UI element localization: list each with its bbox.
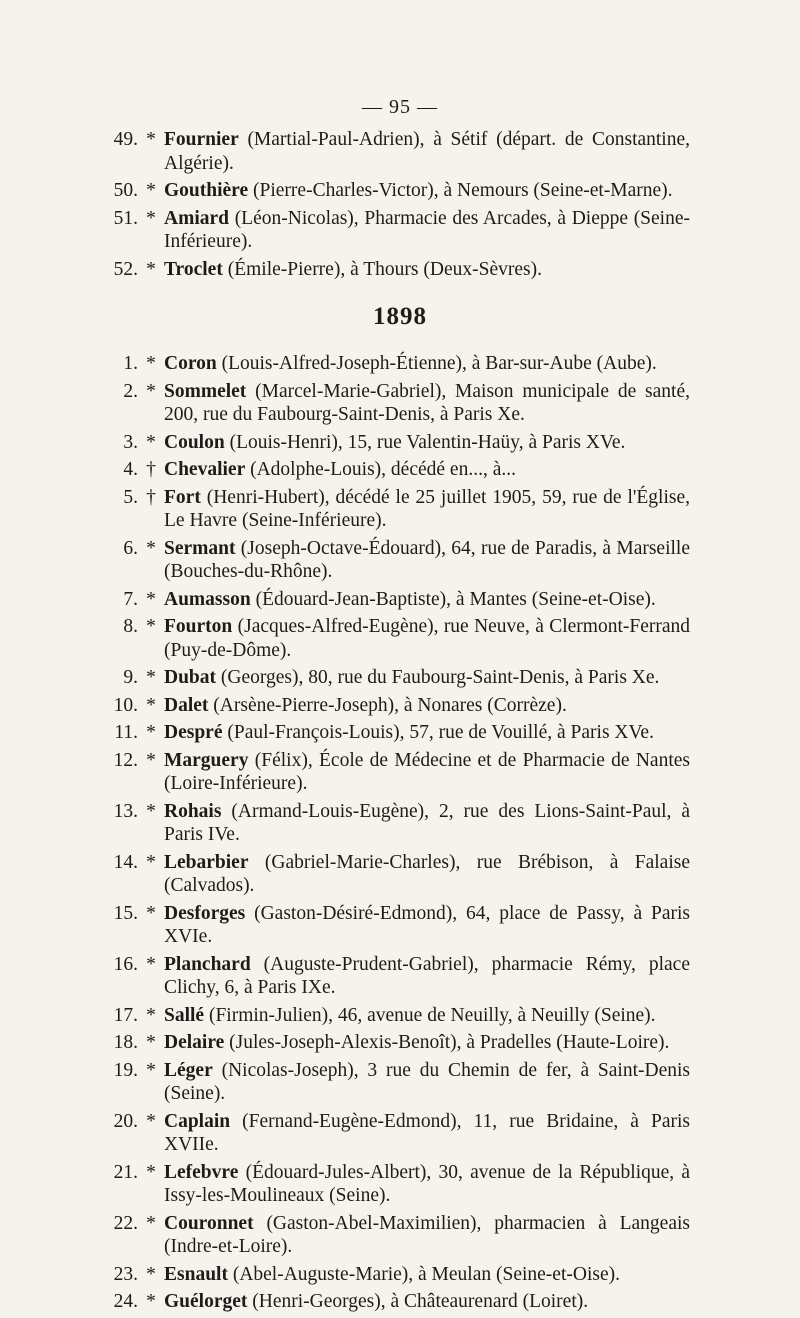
entry-number: 1. [123, 353, 138, 374]
entry-number: 14. [113, 851, 138, 873]
list-item [98, 1004, 690, 1028]
list-item [98, 1059, 690, 1106]
entry-mark: * [146, 1059, 156, 1081]
entry-detail: (Louis-Alfred-Joseph-Étienne), à Bar-sur-Aube (Aube). [221, 353, 657, 374]
list-item [98, 128, 690, 175]
entry-number: 16. [113, 953, 138, 975]
entry-detail: (Pierre-Charles-Victor), à Nemours (Seine-et-Marne). [253, 180, 673, 201]
entry-mark: * [146, 129, 156, 150]
entry-detail: (Joseph-Octave-Édouard), 64, rue de Paradis, à Marseille (Bouches-du-Rhône). [164, 537, 690, 582]
entry-name: Desforges [164, 902, 246, 924]
entry-mark: * [146, 207, 156, 229]
entry-number: 17. [113, 1004, 138, 1026]
entry-mark: * [146, 258, 156, 280]
entry-mark: * [146, 1212, 156, 1234]
entry-name: Amiard [164, 207, 229, 229]
entry-mark: † [146, 486, 156, 508]
entry-detail: (Émile-Pierre), à Thours (Deux-Sèvres). [227, 258, 542, 280]
entry-mark: * [146, 180, 156, 201]
list-item [98, 486, 690, 533]
entry-name: Troclet [164, 258, 223, 280]
entry-name: Caplain [164, 1110, 231, 1132]
entry-name: Lefebvre [164, 1161, 239, 1183]
entry-detail: (Georges), 80, rue du Faubourg-Saint-Denis, à Paris Xe. [220, 667, 660, 688]
entry-number: 7. [123, 588, 138, 610]
entries-top-list [98, 128, 690, 285]
page-number: — 95 — [362, 96, 438, 118]
entry-number: 20. [113, 1110, 138, 1132]
list-item [98, 721, 690, 745]
list-item [98, 1212, 690, 1259]
entry-number: 3. [123, 431, 138, 453]
list-item [98, 1110, 690, 1157]
entry-name: Fourton [164, 616, 233, 637]
entry-mark: † [146, 459, 156, 480]
list-item [98, 1290, 690, 1314]
list-item [98, 800, 690, 847]
entry-name: Esnault [164, 1263, 228, 1285]
entry-mark: * [146, 800, 156, 822]
entry-detail: (Édouard-Jean-Baptiste), à Mantes (Seine-et-Oise). [255, 588, 656, 610]
entry-mark: * [146, 1263, 156, 1285]
entry-name: Fournier [164, 129, 239, 150]
entry-mark: * [146, 953, 156, 975]
entries-1898-list [98, 352, 690, 1318]
entry-number: 9. [123, 667, 138, 688]
entry-mark: * [146, 851, 156, 873]
entry-detail: (Abel-Auguste-Marie), à Meulan (Seine-et-Oise). [232, 1263, 620, 1285]
list-item [98, 1263, 690, 1287]
entry-name: Planchard [164, 953, 251, 975]
entry-mark: * [146, 1110, 156, 1132]
entry-detail: (Paul-François-Louis), 57, rue de Vouillé, à Paris XVe. [227, 722, 654, 743]
entry-name: Guélorget [164, 1291, 248, 1312]
entry-name: Sommelet [164, 380, 247, 402]
entry-mark: * [146, 537, 156, 559]
entry-number: 52. [113, 258, 138, 280]
entry-detail: (Louis-Henri), 15, rue Valentin-Haüy, à Paris XVe. [229, 431, 626, 453]
entry-mark: * [146, 588, 156, 610]
list-item [98, 380, 690, 427]
entry-mark: * [146, 431, 156, 453]
list-item [98, 953, 690, 1000]
entry-name: Couronnet [164, 1212, 254, 1234]
list-item [98, 1161, 690, 1208]
list-item [98, 588, 690, 612]
entry-mark: * [146, 380, 156, 402]
list-item [98, 666, 690, 690]
entry-number: 50. [113, 180, 138, 201]
list-item [98, 694, 690, 718]
year-heading: 1898 [373, 303, 427, 330]
entry-detail: (Jacques-Alfred-Eugène), rue Neuve, à Clermont-Ferrand (Puy-de-Dôme). [164, 616, 690, 661]
entry-mark: * [146, 1291, 156, 1312]
list-item [98, 749, 690, 796]
entry-name: Coron [164, 353, 217, 374]
entry-mark: * [146, 749, 156, 771]
entry-number: 6. [123, 537, 138, 559]
entry-mark: * [146, 694, 156, 716]
entry-detail: (Léon-Nicolas), Pharmacie des Arcades, à Dieppe (Seine-Inférieure). [164, 207, 691, 252]
entry-detail: (Édouard-Jules-Albert), 30, avenue de la République, à Issy-les-Moulineaux (Seine). [164, 1161, 690, 1206]
list-item [98, 258, 690, 282]
entry-number: 19. [113, 1059, 138, 1081]
entry-mark: * [146, 1032, 156, 1053]
entry-number: 49. [113, 129, 138, 150]
entry-detail: (Henri-Hubert), décédé le 25 juillet 1905, 59, rue de l'Église, Le Havre (Seine-Inférieure). [164, 486, 690, 531]
entry-name: Fort [164, 486, 201, 508]
entry-mark: * [146, 616, 156, 637]
entry-detail: (Martial-Paul-Adrien), à Sétif (départ. de Constantine, Algérie). [164, 129, 691, 174]
entry-detail: (Marcel-Marie-Gabriel), Maison municipale de santé, 200, rue du Faubourg-Saint-Denis, à Paris Xe. [164, 380, 690, 425]
entry-detail: (Firmin-Julien), 46, avenue de Neuilly, à Neuilly (Seine). [208, 1004, 656, 1026]
entry-number: 8. [123, 616, 138, 637]
entry-detail: (Armand-Louis-Eugène), 2, rue des Lions-Saint-Paul, à Paris IVe. [164, 800, 690, 845]
entry-detail: (Gabriel-Marie-Charles), rue Brébison, à Falaise (Calvados). [164, 851, 690, 896]
entry-number: 12. [113, 749, 138, 771]
entry-name: Rohais [164, 800, 222, 822]
list-item [98, 352, 690, 376]
entry-name: Dalet [164, 694, 209, 716]
entry-name: Gouthière [164, 180, 249, 201]
list-item [98, 537, 690, 584]
list-item [98, 902, 690, 949]
entry-number: 10. [113, 694, 138, 716]
entry-number: 4. [123, 459, 138, 480]
entry-detail: (Jules-Joseph-Alexis-Benoît), à Pradelles (Haute-Loire). [229, 1032, 670, 1053]
entry-mark: * [146, 353, 156, 374]
entry-name: Lebarbier [164, 851, 249, 873]
entry-name: Sermant [164, 537, 236, 559]
entry-name: Marguery [164, 749, 249, 771]
entry-mark: * [146, 722, 156, 743]
entry-number: 13. [113, 800, 138, 822]
entry-mark: * [146, 1161, 156, 1183]
entry-name: Despré [164, 722, 223, 743]
entry-number: 15. [113, 902, 138, 924]
list-item [98, 851, 690, 898]
entry-number: 21. [113, 1161, 138, 1183]
entry-number: 2. [123, 380, 138, 402]
entry-name: Delaire [164, 1032, 225, 1053]
entry-mark: * [146, 1004, 156, 1026]
entry-name: Léger [164, 1059, 213, 1081]
entry-number: 11. [114, 722, 138, 743]
list-item [98, 179, 690, 203]
entry-name: Chevalier [164, 459, 246, 480]
entry-name: Dubat [164, 667, 217, 688]
entry-mark: * [146, 667, 156, 688]
list-item [98, 458, 690, 482]
entry-detail: (Gaston-Abel-Maximilien), pharmacien à Langeais (Indre-et-Loire). [164, 1212, 690, 1257]
entry-number: 24. [113, 1291, 138, 1312]
list-item [98, 1031, 690, 1055]
entry-detail: (Henri-Georges), à Châteaurenard (Loiret). [252, 1291, 589, 1312]
list-item [98, 615, 690, 662]
entry-number: 23. [113, 1263, 138, 1285]
entry-detail: (Adolphe-Louis), décédé en..., à... [250, 459, 516, 480]
entry-mark: * [146, 902, 156, 924]
list-item [98, 207, 690, 254]
entry-detail: (Gaston-Désiré-Edmond), 64, place de Passy, à Paris XVIe. [164, 902, 690, 947]
entry-detail: (Arsène-Pierre-Joseph), à Nonares (Corrèze). [213, 694, 567, 716]
entry-number: 51. [113, 207, 138, 229]
entry-detail: (Nicolas-Joseph), 3 rue du Chemin de fer, à Saint-Denis (Seine). [164, 1059, 691, 1104]
entry-detail: (Auguste-Prudent-Gabriel), pharmacie Rémy, place Clichy, 6, à Paris IXe. [164, 953, 690, 998]
list-item [98, 431, 690, 455]
entry-number: 22. [113, 1212, 138, 1234]
entry-number: 5. [123, 486, 138, 508]
entry-detail: (Fernand-Eugène-Edmond), 11, rue Bridaine, à Paris XVIIe. [164, 1110, 690, 1155]
entry-name: Coulon [164, 431, 225, 453]
entry-name: Sallé [164, 1004, 205, 1026]
entry-detail: (Félix), École de Médecine et de Pharmacie de Nantes (Loire-Inférieure). [164, 749, 691, 794]
entry-name: Aumasson [164, 588, 251, 610]
entry-number: 18. [113, 1032, 138, 1053]
